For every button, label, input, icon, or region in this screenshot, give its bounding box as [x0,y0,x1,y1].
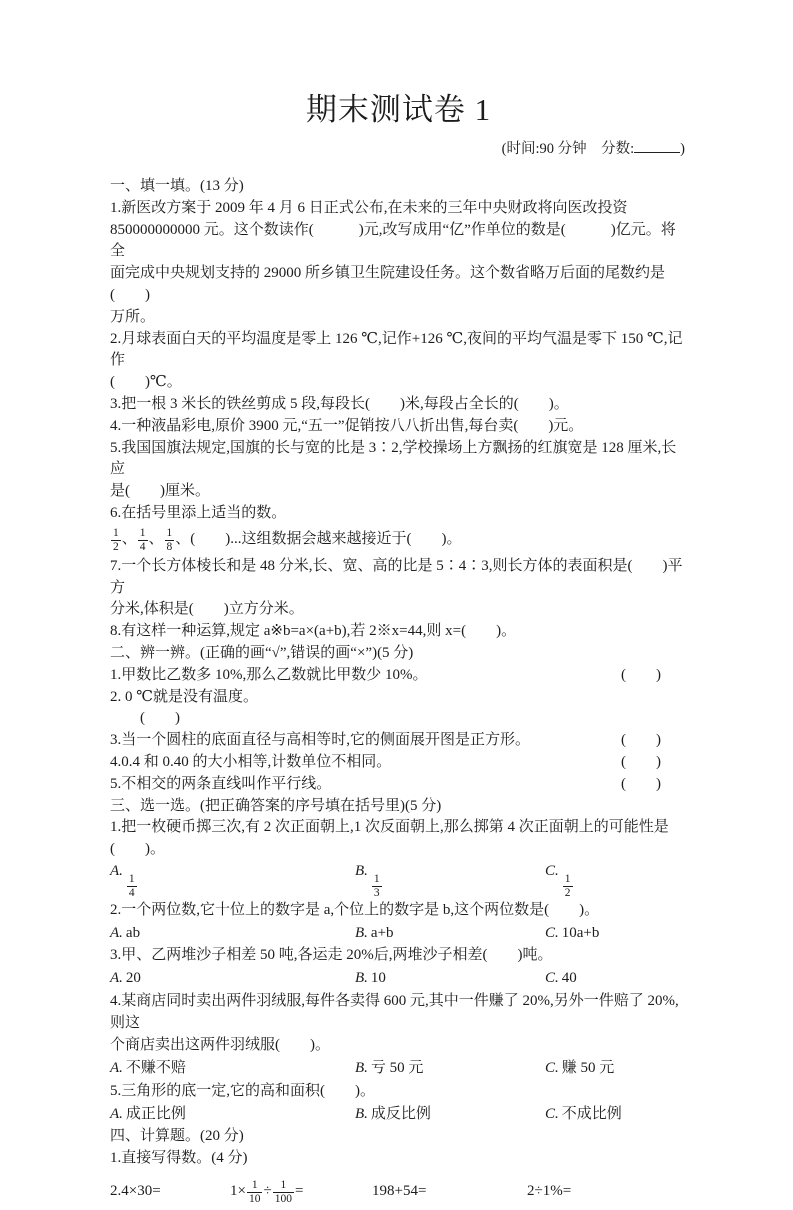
answer-paren: ( ) [621,775,661,792]
option-a [110,1058,355,1080]
list-separator: 、 [121,531,137,548]
s1-q3: 3.把一根 3 米长的铁丝剪成 5 段,每段长( )米,每段占全长的( )。 [110,395,569,412]
section2-header: 二、辨一辨。(正确的画“√”,错误的画“×”)(5 分) [110,644,414,661]
answer-paren: ( ) [621,732,661,749]
option-text: 亏 50 元 [370,1059,424,1076]
option-label: A. [110,1059,123,1076]
s1-q8: 8.有这样一种运算,规定 a※b=a×(a+b),若 2※x=44,则 x=( )。 [110,623,517,640]
tf-statement: 3.当一个圆柱的底面直径与高相等时,它的侧面展开图是正方形。 [110,732,531,749]
fraction-1-4 [137,527,149,553]
fraction-1-10 [246,1179,264,1205]
tf-statement: 1.甲数比乙数多 10%,那么乙数就比甲数少 10%。 [110,666,428,683]
calc2-prefix: 1× [230,1183,246,1200]
fraction-1-100 [272,1179,295,1205]
fraction-denominator: 100 [274,1192,292,1205]
option-a [110,968,355,990]
s3-q4-options [110,1057,687,1081]
fraction-numerator: 1 [280,1178,287,1191]
fraction-denominator: 4 [128,887,135,900]
option-text: 40 [561,970,577,987]
option-label: B. [355,1059,368,1076]
s1-q6-tail-text: ( )...这组数据会越来越接近于( )。 [190,531,462,548]
page-title: 期末测试卷 1 [305,92,492,127]
option-label: A. [110,1105,123,1122]
option-a [110,923,355,945]
s3-q4-line2: 个商店卖出这两件羽绒服( )。 [110,1036,330,1053]
option-label: C. [545,1059,559,1076]
fraction-numerator: 1 [139,527,146,540]
option-text: ab [125,924,141,941]
list-separator: 、 [175,531,191,548]
fraction [371,873,383,899]
s4-sub1-header: 1.直接写得数。(4 分) [110,1150,248,1167]
option-c [545,861,687,900]
fraction-numerator: 1 [373,873,380,886]
s2-item-1 [110,665,687,687]
s1-q5-line2: 是( )厘米。 [110,483,210,500]
fraction-numerator: 1 [166,527,173,540]
s3-q3-options [110,967,687,991]
time-score-line [110,138,687,160]
option-label: B. [355,1105,368,1122]
option-text: 成反比例 [370,1105,431,1122]
s3-q5: 5.三角形的底一定,它的高和面积( )。 [110,1082,375,1099]
fraction-denominator: 2 [113,540,119,553]
calc-expression-4: 2÷1%= [527,1183,572,1200]
s1-q1-line2: 850000000000 元。这个数读作( )元,改写成用“亿”作单位的数是( )亿元。将全 [110,221,676,260]
s1-q1-line4: 万所。 [110,308,156,325]
time-score-text: (时间:90 分钟 分数: [501,141,635,157]
option-label: C. [545,924,559,941]
s3-q2-options [110,921,687,945]
s3-q3: 3.甲、乙两堆沙子相差 50 吨,各运走 20%后,两堆沙子相差( )吨。 [110,947,553,964]
s4-calc-row [110,1174,687,1210]
s2-item-5 [110,774,687,796]
fraction [126,873,138,899]
option-b [355,861,545,900]
option-text: 不成比例 [561,1105,622,1122]
calc-expression-1: 2.4×30= [110,1183,161,1200]
fraction-1-8 [164,527,176,553]
s3-q1: 1.把一枚硬币掷三次,有 2 次正面朝上,1 次反面朝上,那么掷第 4 次正面朝上的可能性是( )。 [110,819,669,858]
s2-item-2: 2. 0 ℃就是没有温度。 [110,688,259,705]
score-blank-line [634,148,680,153]
calc2-operator: ÷ [263,1183,272,1200]
option-c [545,923,687,945]
s1-q1-line3: 面完成中央规划支持的 29000 所乡镇卫生院建设任务。这个数省略万后面的尾数约是( ) [110,265,666,303]
option-label: C. [545,1105,559,1122]
fraction-numerator: 1 [564,873,571,886]
section1-header: 一、填一填。(13 分) [110,178,244,194]
s1-q2-line1: 2.月球表面白天的平均温度是零上 126 ℃,记作+126 ℃,夜间的平均气温是零下 150 ℃,记作 [110,330,683,369]
s1-q6: 6.在括号里添上适当的数。 [110,504,287,521]
s2-item-3 [110,730,687,752]
s3-q1-options [110,861,687,900]
fraction-1-2 [110,527,122,553]
option-text: 10 [370,970,386,987]
s1-q2-line2: ( )℃。 [110,374,182,391]
s1-q7-line2: 分米,体积是( )立方分米。 [110,601,304,618]
option-b [355,1104,545,1126]
option-c [545,968,687,990]
s1-q6-sequence [110,525,687,556]
s3-q2: 2.一个两位数,它十位上的数字是 a,个位上的数字是 b,这个两位数是( )。 [110,901,600,918]
option-c [545,1058,687,1080]
s1-q7-line1: 7.一个长方体棱长和是 48 分米,长、宽、高的比是 5∶4∶3,则长方体的表面积是( )平方 [110,557,683,596]
option-label: B. [355,924,368,941]
calc-expression-3: 198+54= [372,1183,427,1200]
option-c [545,1104,687,1126]
fraction-denominator: 10 [248,1192,261,1205]
option-label: A. [110,924,123,941]
option-label: C. [545,970,559,987]
s1-q1-line1: 1.新医改方案于 2009 年 4 月 6 日正式公布,在未来的三年中央财政将向医改投资 [110,199,628,216]
s2-item-4 [110,752,687,774]
option-b [355,1058,545,1080]
section4-header: 四、计算题。(20 分) [110,1128,244,1145]
calc2-equals: = [294,1183,304,1200]
calc-expression-2 [230,1179,372,1205]
tf-statement: 5.不相交的两条直线叫作平行线。 [110,775,332,792]
option-label: B. [355,970,368,987]
s1-q4: 4.一种液晶彩电,原价 3900 元,“五一”促销按八八折出售,每台卖( )元。 [110,417,584,434]
option-text: 10a+b [561,924,600,941]
fraction-numerator: 1 [251,1178,258,1191]
option-a [110,1104,355,1126]
section3-header: 三、选一选。(把正确答案的序号填在括号里)(5 分) [110,797,442,814]
s3-q5-options [110,1102,687,1126]
option-label: C. [545,862,559,879]
s3-q4-line1: 4.某商店同时卖出两件羽绒服,每件各卖得 600 元,其中一件赚了 20%,另外一件赔了 20%,则这 [110,993,679,1032]
answer-paren: ( ) [621,753,661,770]
option-label: B. [355,862,368,879]
option-text: 不赚不赔 [125,1059,186,1076]
fraction-numerator: 1 [128,873,135,886]
fraction-denominator: 4 [139,540,146,553]
option-text: 20 [125,970,141,987]
option-label: A. [110,970,123,987]
s1-q5-line1: 5.我国国旗法规定,国旗的长与宽的比是 3∶2,学校操场上方飘扬的红旗宽是 128 厘米,长应 [110,439,677,478]
fraction-denominator: 8 [166,540,173,553]
fraction [562,873,574,899]
option-a [110,861,355,900]
fraction-numerator: 1 [113,527,119,540]
answer-paren: ( ) [621,666,661,683]
option-label: A. [110,862,123,879]
time-score-close-paren: ) [680,141,685,157]
list-separator: 、 [148,531,164,548]
option-text: 成正比例 [125,1105,186,1122]
fraction-denominator: 3 [373,887,380,900]
fraction-denominator: 2 [564,887,571,900]
option-b [355,923,545,945]
s2-item-2-paren: ( ) [140,710,180,727]
exam-content [110,176,687,1210]
option-b [355,968,545,990]
option-text: 赚 50 元 [561,1059,615,1076]
option-text: a+b [370,924,394,941]
tf-statement: 4.0.4 和 0.40 的大小相等,计数单位不相同。 [110,753,392,770]
